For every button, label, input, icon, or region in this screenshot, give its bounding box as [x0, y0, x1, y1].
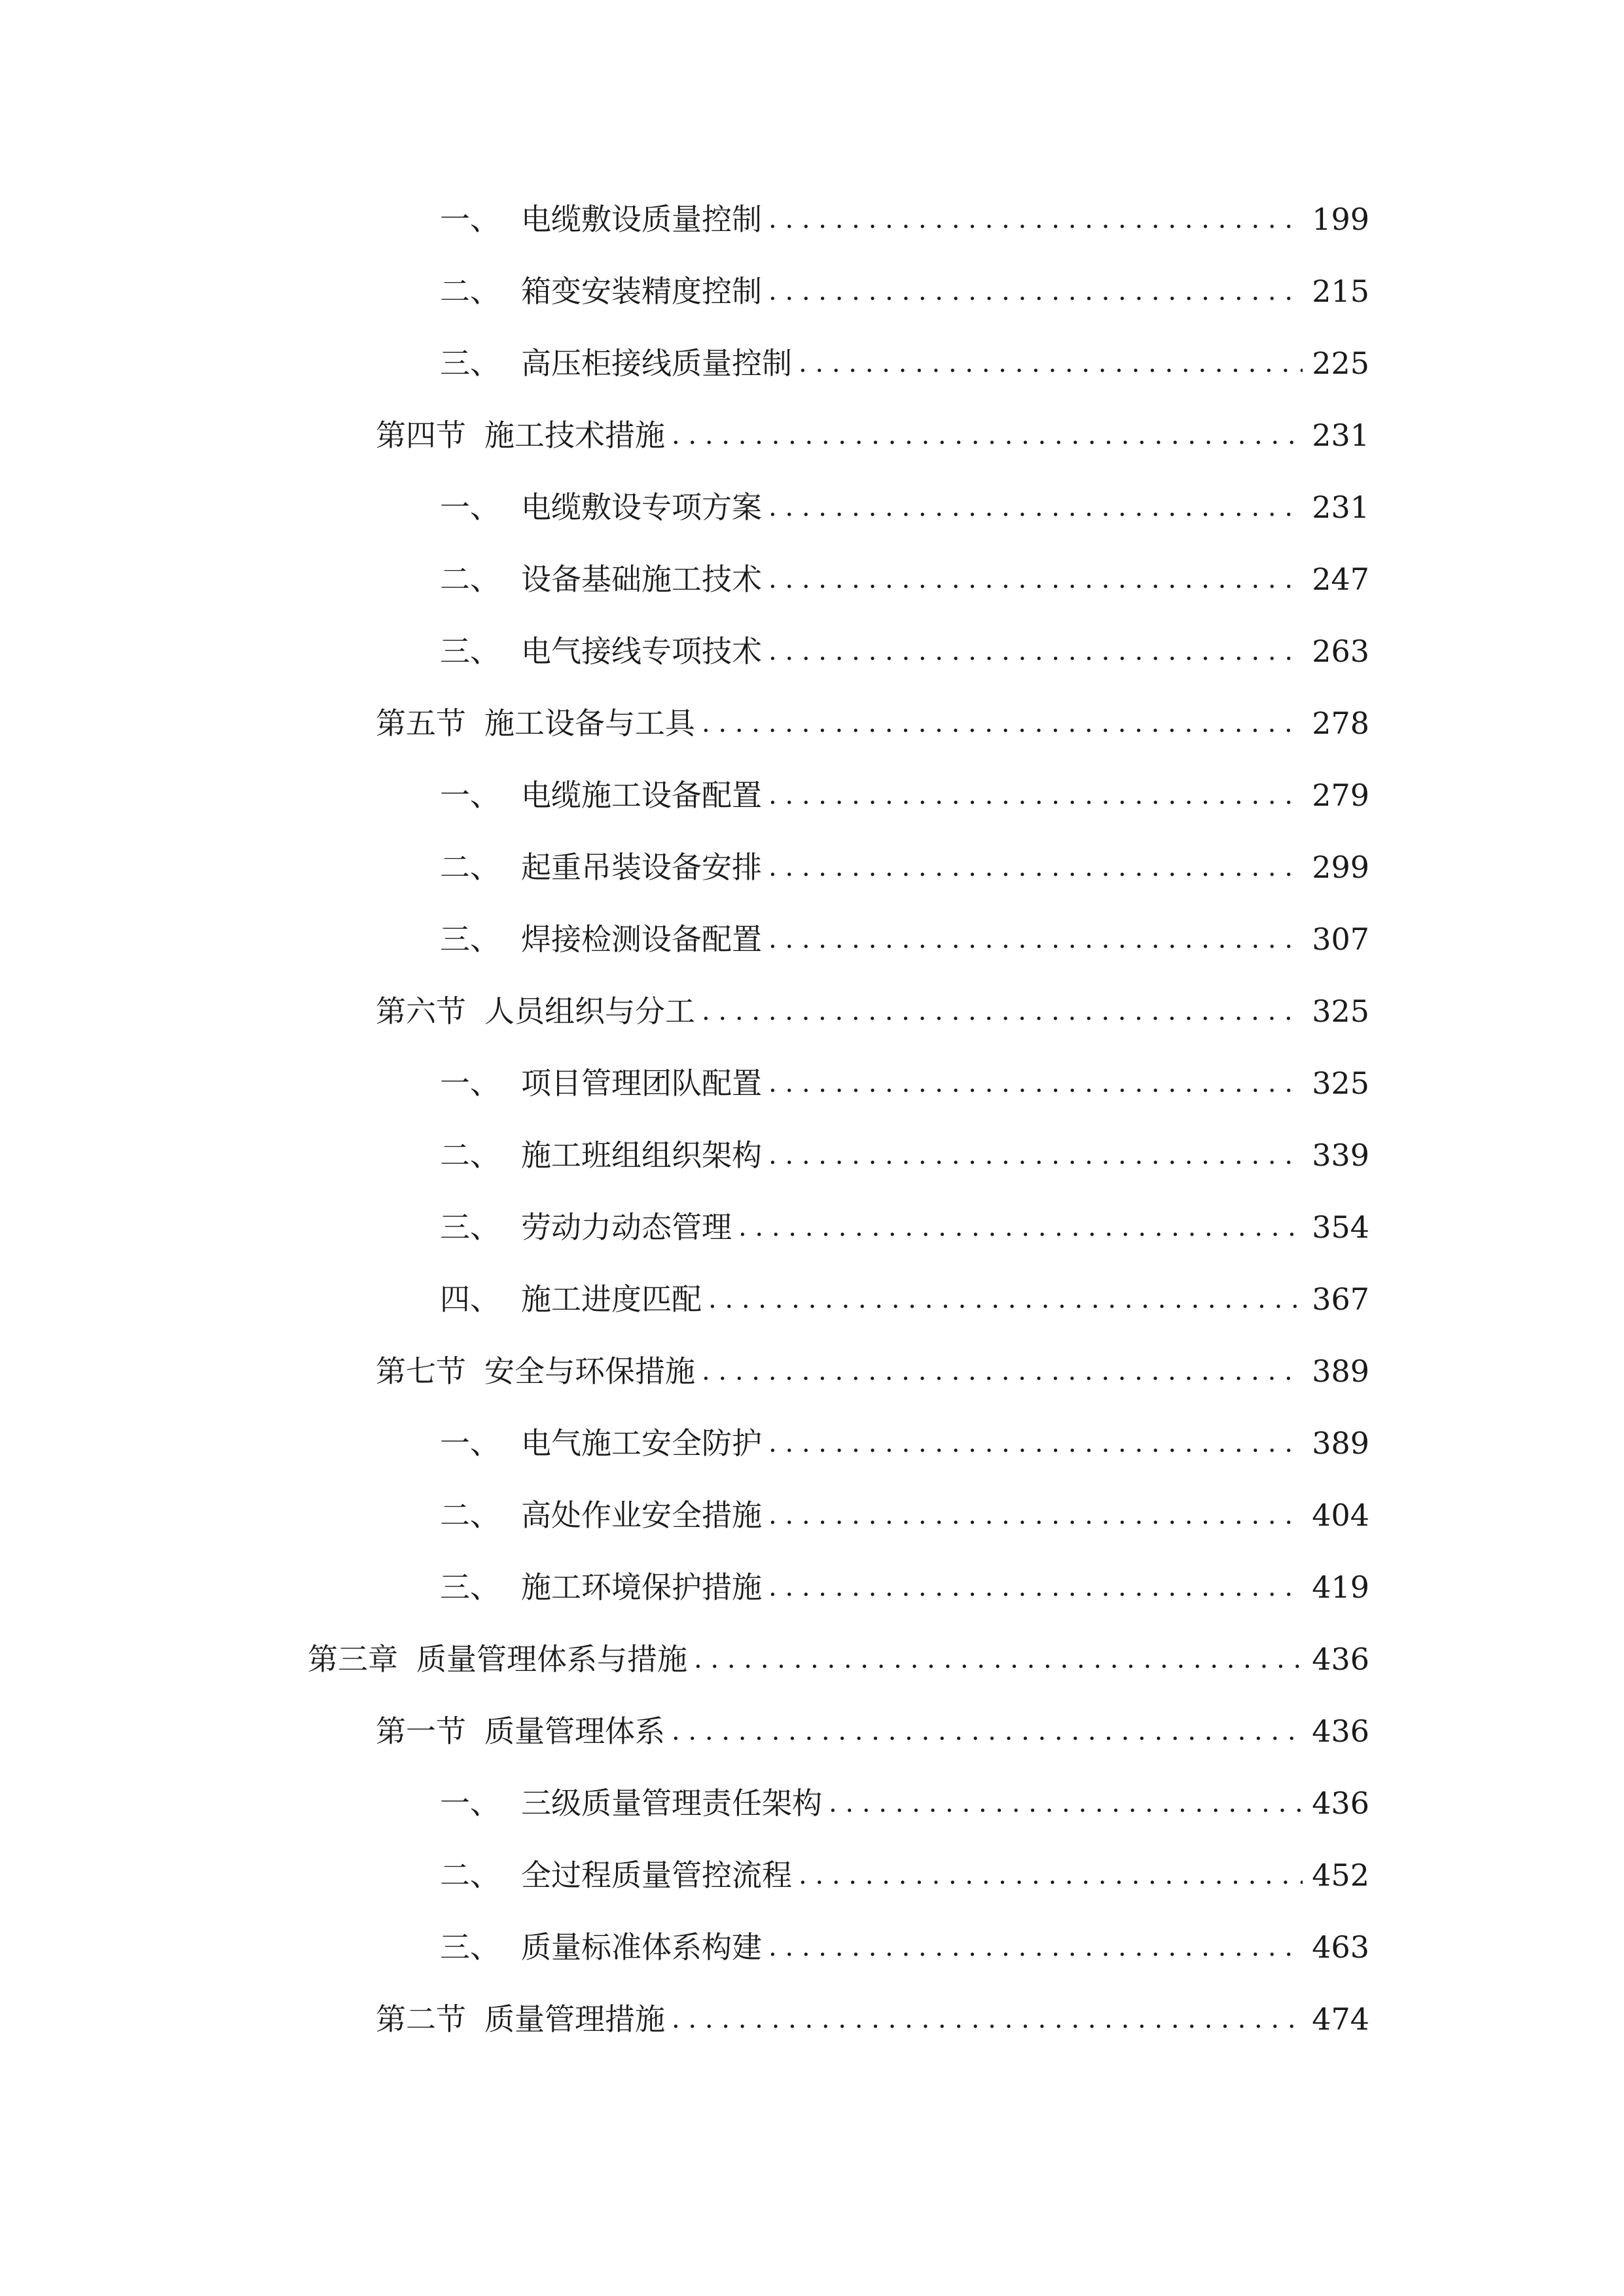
toc-entry-number: 一、 — [440, 202, 500, 237]
toc-entry-page: 231 — [1312, 490, 1369, 525]
toc-entry-number: 二、 — [440, 1857, 500, 1893]
toc-entry[interactable] — [376, 1345, 1369, 1397]
toc-entry-title: 施工进度匹配 — [521, 1282, 702, 1317]
toc-dot-leader — [768, 913, 1303, 965]
toc-entry-number: 二、 — [440, 562, 500, 597]
toc-entry-number: 三、 — [440, 634, 500, 669]
toc-dot-leader — [702, 697, 1303, 749]
toc-entry-title: 施工设备与工具 — [484, 706, 695, 741]
toc-entry-page: 436 — [1312, 1713, 1369, 1749]
toc-dot-leader — [702, 985, 1303, 1037]
toc-entry-page: 339 — [1312, 1138, 1369, 1173]
toc-entry-number: 一、 — [440, 1066, 500, 1101]
toc-entry[interactable] — [440, 769, 1369, 821]
toc-entry[interactable] — [440, 553, 1369, 605]
toc-entry-title: 质量管理体系与措施 — [416, 1641, 687, 1677]
toc-entry[interactable] — [440, 337, 1369, 389]
toc-entry-page: 199 — [1312, 202, 1369, 237]
toc-entry-title: 箱变安装精度控制 — [521, 274, 762, 309]
toc-entry-number: 二、 — [440, 1498, 500, 1533]
toc-entry-number: 第五节 — [376, 706, 466, 741]
toc-entry[interactable] — [440, 1129, 1369, 1181]
toc-entry[interactable] — [440, 1921, 1369, 1973]
toc-entry-title: 劳动力动态管理 — [521, 1210, 732, 1245]
toc-dot-leader — [768, 193, 1303, 245]
toc-entry-number: 一、 — [440, 1785, 500, 1821]
toc-entry-page: 247 — [1312, 562, 1369, 597]
toc-entry-title: 人员组织与分工 — [484, 994, 695, 1029]
toc-dot-leader — [829, 1777, 1303, 1829]
toc-entry-page: 325 — [1312, 1066, 1369, 1101]
toc-entry[interactable] — [440, 1849, 1369, 1901]
toc-entry[interactable] — [440, 481, 1369, 533]
toc-entry-page: 436 — [1312, 1641, 1369, 1677]
toc-entry-page: 367 — [1312, 1282, 1369, 1317]
toc-entry[interactable] — [440, 193, 1369, 245]
toc-entry-number: 第七节 — [376, 1354, 466, 1389]
toc-entry-title: 起重吊装设备安排 — [521, 850, 762, 885]
toc-entry-title: 电气施工安全防护 — [521, 1426, 762, 1461]
toc-entry[interactable] — [440, 1201, 1369, 1253]
toc-entry-number: 一、 — [440, 1426, 500, 1461]
toc-entry-title: 项目管理团队配置 — [521, 1066, 762, 1101]
toc-dot-leader — [768, 1921, 1303, 1973]
toc-entry-number: 第一节 — [376, 1713, 466, 1749]
toc-entry-title: 电气接线专项技术 — [521, 634, 762, 669]
toc-dot-leader — [672, 1705, 1303, 1757]
toc-entry-number: 三、 — [440, 1210, 500, 1245]
toc-entry-number: 三、 — [440, 1929, 500, 1965]
toc-entry-title: 安全与环保措施 — [484, 1354, 695, 1389]
toc-dot-leader — [768, 1561, 1303, 1613]
toc-entry-title: 电缆施工设备配置 — [521, 778, 762, 813]
toc-entry-page: 278 — [1312, 706, 1369, 741]
toc-entry-page: 215 — [1312, 274, 1369, 309]
toc-dot-leader — [799, 337, 1303, 389]
toc-dot-leader — [768, 553, 1303, 605]
toc-entry-page: 452 — [1312, 1857, 1369, 1893]
toc-entry[interactable] — [440, 1561, 1369, 1613]
toc-entry-page: 354 — [1312, 1210, 1369, 1245]
toc-entry-number: 第三章 — [308, 1641, 398, 1677]
toc-entry-number: 四、 — [440, 1282, 500, 1317]
toc-dot-leader — [768, 265, 1303, 317]
toc-entry-title: 施工班组组织架构 — [521, 1138, 762, 1173]
toc-dot-leader — [768, 1129, 1303, 1181]
toc-entry-number: 一、 — [440, 778, 500, 813]
toc-entry[interactable] — [440, 913, 1369, 965]
toc-entry-title: 施工环境保护措施 — [521, 1570, 762, 1605]
toc-dot-leader — [768, 1057, 1303, 1109]
toc-entry-title: 设备基础施工技术 — [521, 562, 762, 597]
toc-entry-page: 225 — [1312, 346, 1369, 381]
toc-entry-page: 474 — [1312, 2001, 1369, 2037]
toc-entry[interactable] — [440, 625, 1369, 677]
toc-entry-title: 电缆敷设专项方案 — [521, 490, 762, 525]
toc-entry-page: 307 — [1312, 922, 1369, 957]
toc-dot-leader — [768, 625, 1303, 677]
toc-entry-page: 325 — [1312, 994, 1369, 1029]
toc-entry[interactable] — [440, 841, 1369, 893]
toc-entry-page: 279 — [1312, 778, 1369, 813]
toc-entry-title: 施工技术措施 — [484, 418, 665, 453]
toc-entry-page: 404 — [1312, 1498, 1369, 1533]
toc-entry[interactable] — [440, 1489, 1369, 1541]
toc-entry-page: 231 — [1312, 418, 1369, 453]
toc-entry-title: 质量标准体系构建 — [521, 1929, 762, 1965]
toc-entry[interactable] — [308, 1633, 1369, 1685]
toc-entry-page: 436 — [1312, 1785, 1369, 1821]
toc-entry-page: 389 — [1312, 1426, 1369, 1461]
toc-dot-leader — [694, 1633, 1303, 1685]
toc-dot-leader — [708, 1273, 1303, 1325]
toc-dot-leader — [702, 1345, 1303, 1397]
toc-dot-leader — [768, 841, 1303, 893]
toc-entry-number: 第六节 — [376, 994, 466, 1029]
toc-entry[interactable] — [376, 1993, 1369, 2045]
toc-entry-title: 质量管理体系 — [484, 1713, 665, 1749]
toc-entry-title: 高处作业安全措施 — [521, 1498, 762, 1533]
toc-entry-title: 三级质量管理责任架构 — [521, 1785, 822, 1821]
toc-entry[interactable] — [376, 409, 1369, 461]
toc-entry-number: 二、 — [440, 850, 500, 885]
toc-entry-title: 焊接检测设备配置 — [521, 922, 762, 957]
toc-entry-page: 463 — [1312, 1929, 1369, 1965]
toc-entry[interactable] — [440, 1273, 1369, 1325]
toc-dot-leader — [768, 1417, 1303, 1469]
toc-entry[interactable] — [376, 1705, 1369, 1757]
toc-entry-page: 389 — [1312, 1354, 1369, 1389]
toc-entry-number: 第二节 — [376, 2001, 466, 2037]
toc-entry-title: 质量管理措施 — [484, 2001, 665, 2037]
toc-entry[interactable] — [440, 265, 1369, 317]
toc-entry-number: 二、 — [440, 274, 500, 309]
toc-dot-leader — [768, 1489, 1303, 1541]
toc-entry-number: 一、 — [440, 490, 500, 525]
toc-entry[interactable] — [376, 697, 1369, 749]
toc-dot-leader — [768, 769, 1303, 821]
toc-entry-page: 419 — [1312, 1570, 1369, 1605]
toc-dot-leader — [799, 1849, 1303, 1901]
toc-entry[interactable] — [440, 1777, 1369, 1829]
toc-entry-number: 第四节 — [376, 418, 466, 453]
toc-entry[interactable] — [376, 985, 1369, 1037]
toc-entry-number: 三、 — [440, 922, 500, 957]
toc-entry-title: 全过程质量管控流程 — [521, 1857, 792, 1893]
toc-entry[interactable] — [440, 1417, 1369, 1469]
toc-entry[interactable] — [440, 1057, 1369, 1109]
toc-entry-number: 二、 — [440, 1138, 500, 1173]
toc-entry-title: 高压柜接线质量控制 — [521, 346, 792, 381]
toc-entry-number: 三、 — [440, 346, 500, 381]
toc-entry-number: 三、 — [440, 1570, 500, 1605]
toc-dot-leader — [768, 481, 1303, 533]
toc-dot-leader — [738, 1201, 1303, 1253]
toc-entry-title: 电缆敷设质量控制 — [521, 202, 762, 237]
toc-dot-leader — [672, 409, 1303, 461]
toc-entry-page: 299 — [1312, 850, 1369, 885]
toc-dot-leader — [672, 1993, 1303, 2045]
toc-entry-page: 263 — [1312, 634, 1369, 669]
